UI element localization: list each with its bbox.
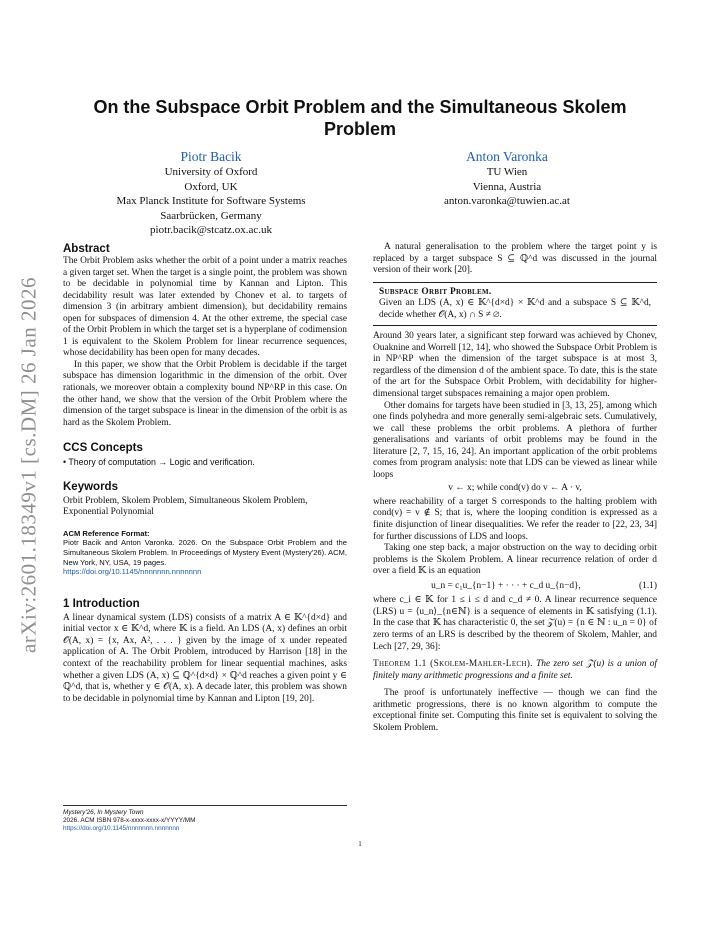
while-loop-code: v ← x; while cond(v) do v ← A · v,	[448, 483, 582, 494]
author-block-2	[382, 148, 632, 209]
footer-isbn: 2026. ACM ISBN 978-x-xxxx-xxxx-x/YYYY/MM	[63, 817, 196, 824]
body-paragraph: Around 30 years later, a significant step forward was achieved by Chonev, Ouaknine and Worrell [12, 14], who showed the Subspace Orbit Problem is in NP^RP when the dimension of the target subspace is at most 3, regardless of the dimension d of the ambient space. To date, this is the state of the art for the Subspace Orbit Problem, with decidability for higher-dimensional target subspaces remaining a major open problem.	[373, 331, 657, 400]
equation-number: (1.1)	[639, 580, 657, 591]
author-name[interactable]: Anton Varonka	[466, 149, 548, 164]
body-paragraph: A natural generalisation to the problem where the target point y is replaced by a target subspace S ⊆ ℚ^d was discussed in the journal version of their work [20].	[373, 242, 657, 276]
footer-venue: Mystery'26, In Mystery Town	[63, 809, 144, 816]
right-column	[373, 242, 657, 734]
keywords-heading: Keywords	[63, 480, 118, 493]
author-affiliation: Vienna, Austria	[472, 180, 542, 193]
keywords-text: Orbit Problem, Skolem Problem, Simultaneous Skolem Problem, Exponential Polynomial	[63, 495, 308, 518]
ccs-text: • Theory of computation → Logic and verification.	[63, 457, 255, 468]
intro-heading: 1 Introduction	[63, 597, 140, 610]
body-paragraph: The proof is unfortunately ineffective — though we can find the arithmetic progressions, there is no known algorithm to compute the exceptional finite set. Computing this finite set is equivalent to solving the Skolem Problem.	[373, 688, 657, 733]
body-paragraph: Taking one step back, a major obstruction on the way to deciding orbit problems is the Skolem Problem. A linear recurrence relation of order d over a field 𝕂 is an equation	[373, 543, 657, 577]
author-affiliation: TU Wien	[486, 166, 528, 178]
body-paragraph: where reachability of a target S corresponds to the halting problem with cond(v) = v ∉ S; that is, where the looping condition is expressed as a finite disjunction of linear disequalities. We refer the reader to [22, 23, 34] for further discussions of LDS and loops.	[373, 496, 657, 542]
acm-reference-text: Piotr Bacik and Anton Varonka. 2026. On the Subspace Orbit Problem and the Simultaneous Skolem Problem. In Proceedings of Mystery Event (Mystery'26). ACM, New York, NY, USA, 19 pages.	[63, 538, 347, 567]
author-affiliation: University of Oxford	[164, 166, 258, 178]
problem-box	[373, 282, 657, 327]
author-affiliation: Saarbrücken, Germany	[160, 209, 262, 222]
body-paragraph: Other domains for targets have been studied in [3, 13, 25], among which one finds polyhedra and more generally semi-algebraic sets. Cumulatively, we call these problems the orbit problems. A plethora of further generalisations and variants of orbit problems may be found in the literature [2, 7, 15, 16, 24]. An important application of the orbit problems comes from program analysis: note that LDS can be viewed as linear while loops	[373, 400, 657, 480]
problem-title: Subspace Orbit Problem.	[379, 286, 492, 297]
author-email: piotr.bacik@stcatz.ox.ac.uk	[150, 224, 272, 236]
intro-paragraph: A linear dynamical system (LDS) consists of a matrix A ∈ 𝕂^{d×d} and initial vector x ∈ 𝕂^d, where 𝕂 is a field. An LDS (A, x) defines an orbit 𝒪(A, x) = {x, Ax, A², . . . } given by the image of x under repeated application of A. The Orbit Problem, introduced by Harrison [18] in the context of the reachability problem for linear sequential machines, asks whether a given LDS (A, x) ⊆ ℚ^{d×d} × ℚ^d reaches a given point y ∈ ℚ^d, that is, whether y ∈ 𝒪(A, x). A decade later, this problem was shown to be decidable in polynomial time by Kannan and Lipton [19, 20].	[63, 612, 347, 704]
theorem-heading: Theorem 1.1 (Skolem-Mahler-Lech).	[373, 659, 533, 670]
left-column	[63, 242, 347, 705]
acm-reference	[63, 529, 347, 577]
page-number: 1	[358, 840, 362, 848]
acm-reference-doi[interactable]: https://doi.org/10.1145/nnnnnnn.nnnnnnn	[63, 567, 202, 577]
arxiv-stamp: arXiv:2601.18349v1 [cs.DM] 26 Jan 2026	[16, 277, 41, 653]
problem-text: Given an LDS (A, x) ∈ 𝕂^{d×d} × 𝕂^d and a subspace S ⊆ 𝕂^d, decide whether 𝒪(A, x) ∩ S ≠ ∅.	[379, 298, 651, 320]
theorem-text: The zero set 𝒵(u) is a union of finitely many arithmetic progressions and a finite set.	[373, 659, 658, 681]
footer-doi[interactable]: https://doi.org/10.1145/nnnnnnn.nnnnnnn	[63, 825, 180, 832]
equation-body: u_n = c₁u_{n−1} + · · · + c_d u_{n−d},	[431, 580, 581, 591]
body-paragraph: where c_i ∈ 𝕂 for 1 ≤ i ≤ d and c_d ≠ 0. A linear recurrence sequence (LRS) u = ⟨u_n⟩_{n∈ℕ} is a sequence of elements in 𝕂 satisfying (1.1). In the case that 𝕂 has characteristic 0, the set 𝒵(u) = {n ∈ ℕ : u_n = 0} of zero terms of an LRS is described by the theorem of Skolem, Mahler, and Lech [27, 29, 36]:	[373, 595, 657, 652]
author-affiliation: Max Planck Institute for Software Systems	[116, 195, 306, 207]
acm-reference-heading: ACM Reference Format:	[63, 528, 150, 538]
paper-title: On the Subspace Orbit Problem and the Simultaneous Skolem Problem	[93, 97, 627, 139]
page-footer	[63, 805, 347, 833]
author-email: anton.varonka@tuwien.ac.at	[444, 195, 570, 207]
theorem-1-1	[373, 659, 657, 682]
abstract-heading: Abstract	[63, 243, 110, 255]
author-affiliation: Oxford, UK	[184, 180, 238, 193]
abstract-paragraph: The Orbit Problem asks whether the orbit of a point under a matrix reaches a given target set. When the target is a single point, the problem was shown to be decidable in polynomial time by Kannan and Lipton. This decidability result was later extended by Chonev et al. to targets of dimension 3 (in arbitrary ambient dimension), but decidability remains open for subspaces of dimension 4. At the other extreme, the special case of the Orbit Problem in which the target set is a hyperplane of codimension 1 is equivalent to the Skolem Problem for linear recurrence sequences, whose decidability has been open for many decades.	[63, 256, 347, 359]
author-name[interactable]: Piotr Bacik	[180, 149, 242, 164]
abstract-paragraph: In this paper, we show that the Orbit Problem is decidable if the target subspace has dimension logarithmic in the dimension of the orbit. Over rationals, we moreover obtain a complexity bound NP^RP in this case. On the other hand, we show that the version of the Orbit Problem where the dimension of the target subspace is linear in the dimension of the orbit is as hard as the Skolem Problem.	[63, 359, 347, 428]
ccs-heading: CCS Concepts	[63, 442, 143, 455]
equation-1-1	[373, 581, 657, 593]
author-block-1	[86, 148, 336, 238]
